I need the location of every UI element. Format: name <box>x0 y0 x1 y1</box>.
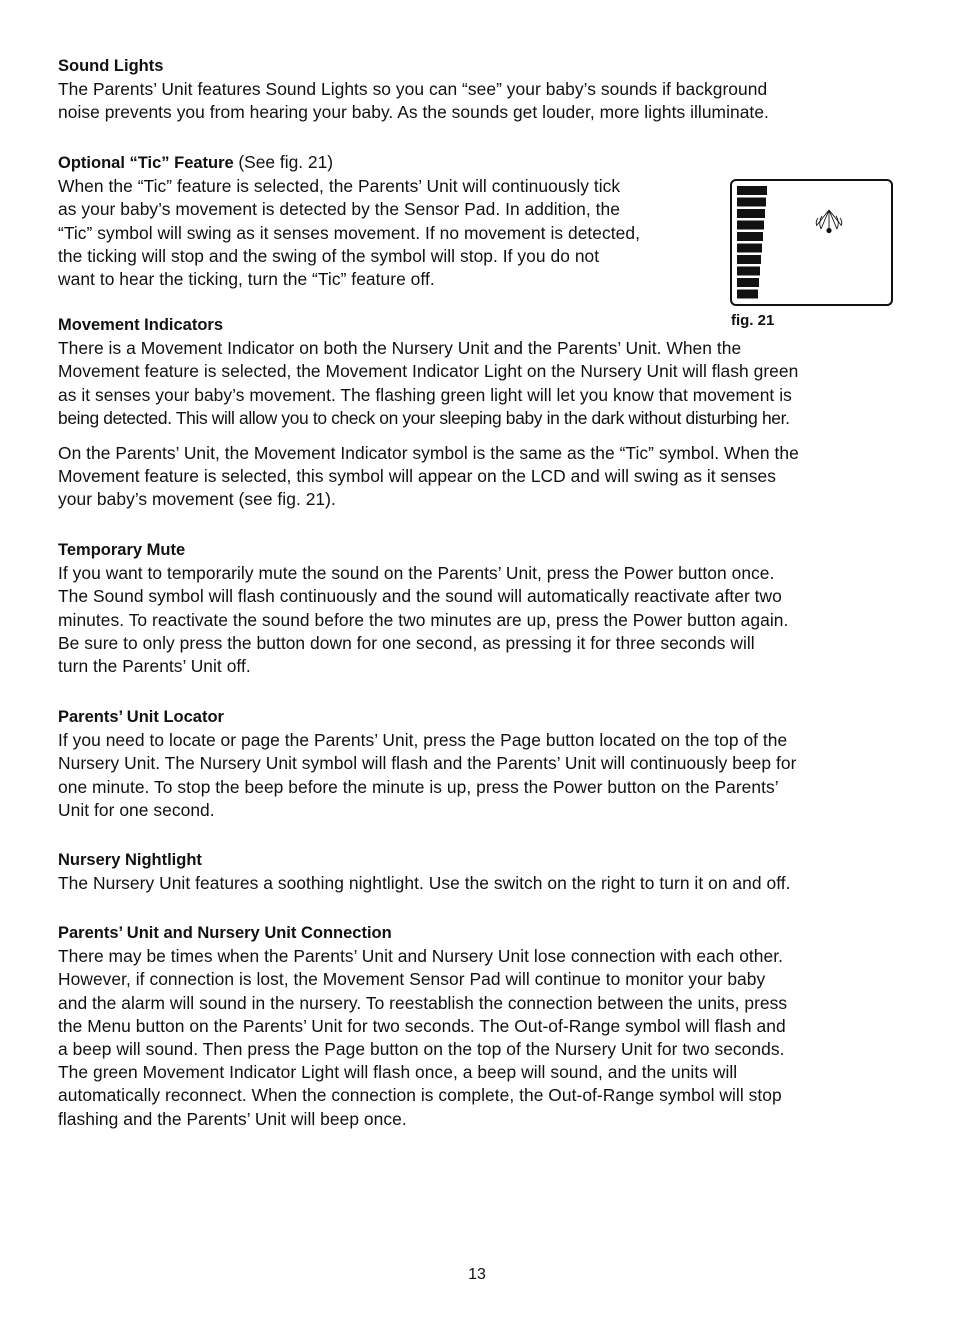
sound-light-bar <box>737 221 764 230</box>
paragraph-line: There is a Movement Indicator on both the Nursery Unit and the Parents’ Unit. When the <box>58 338 742 359</box>
tic-movement-icon <box>816 210 842 233</box>
paragraph-line: There may be times when the Parents’ Unit and Nursery Unit lose connection with each other. <box>58 946 784 967</box>
paragraph-line: If you need to locate or page the Parents’ Unit, press the Page button located on the top of the <box>58 730 788 751</box>
section-heading-title: Optional “Tic” Feature <box>58 154 234 172</box>
paragraph-line: turn the Parents’ Unit off. <box>58 656 251 677</box>
section-nursery-nightlight <box>58 849 896 895</box>
paragraph-line: When the “Tic” feature is selected, the Parents’ Unit will continuously tick <box>58 176 621 197</box>
sound-light-bar <box>737 290 758 299</box>
section-heading: Nursery Nightlight <box>58 851 202 869</box>
paragraph-line: “Tic” symbol will swing as it senses movement. If no movement is detected, <box>58 222 640 243</box>
paragraph-line: being detected. This will allow you to check on your sleeping baby in the dark without disturbing her. <box>58 407 790 428</box>
section-sound-lights <box>58 55 896 125</box>
sound-light-bar <box>737 198 766 207</box>
section-movement-indicators <box>58 314 896 512</box>
paragraph-line: The Sound symbol will flash continuously and the sound will automatically reactivate after two <box>58 586 782 607</box>
sound-light-bar <box>737 278 759 287</box>
paragraph-line: as your baby’s movement is detected by the Sensor Pad. In addition, the <box>58 199 620 220</box>
section-heading-note: (See fig. 21) <box>238 152 334 172</box>
section-paragraph <box>58 442 896 512</box>
section-heading: Movement Indicators <box>58 316 224 334</box>
section-paragraph <box>58 872 896 895</box>
paragraph-line: your baby’s movement (see fig. 21). <box>58 489 336 510</box>
figure-caption: fig. 21 <box>731 312 775 329</box>
paragraph-line: Movement feature is selected, the Movement Indicator Light on the Nursery Unit will flash green <box>58 361 799 382</box>
sound-lights-bars <box>737 186 767 299</box>
paragraph-line: The Parents’ Unit features Sound Lights so you can “see” your baby’s sounds if background <box>58 79 768 100</box>
paragraph-line: and the alarm will sound in the nursery. To reestablish the connection between the units, press <box>58 992 788 1013</box>
sound-light-bar <box>737 244 762 253</box>
paragraph-line: want to hear the ticking, turn the “Tic” feature off. <box>58 269 435 290</box>
section-paragraph <box>58 945 896 1131</box>
section-paragraph <box>58 175 718 291</box>
section-paragraph <box>58 562 896 678</box>
paragraph-line: the ticking will stop and the swing of the symbol will stop. If you do not <box>58 245 600 266</box>
section-temporary-mute <box>58 539 896 678</box>
lcd-figure <box>730 179 893 306</box>
paragraph-line: flashing and the Parents’ Unit will beep once. <box>58 1108 407 1129</box>
paragraph-line: noise prevents you from hearing your baby. As the sounds get louder, more lights illuminate. <box>58 102 769 123</box>
paragraph-line: Unit for one second. <box>58 799 215 820</box>
section-heading: Sound Lights <box>58 57 164 75</box>
sound-light-bar <box>737 186 767 195</box>
sound-light-bar <box>737 267 760 276</box>
paragraph-line: as it senses your baby’s movement. The flashing green light will let you know that movement is <box>58 384 792 405</box>
section-paragraph <box>58 78 896 124</box>
paragraph-line: If you want to temporarily mute the sound on the Parents’ Unit, press the Power button once. <box>58 563 775 584</box>
paragraph-line: the Menu button on the Parents’ Unit for two seconds. The Out-of-Range symbol will flash and <box>58 1015 786 1036</box>
paragraph-line: The Nursery Unit features a soothing nightlight. Use the switch on the right to turn it on and off. <box>58 873 791 894</box>
paragraph-line: Be sure to only press the button down for one second, as pressing it for three seconds will <box>58 632 755 653</box>
paragraph-line: The green Movement Indicator Light will flash once, a beep will sound, and the units will <box>58 1062 738 1083</box>
section-parents-unit-locator <box>58 706 896 822</box>
section-heading: Parents’ Unit and Nursery Unit Connection <box>58 924 392 942</box>
paragraph-line: Movement feature is selected, this symbol will appear on the LCD and will swing as it senses <box>58 466 776 487</box>
paragraph-line: a beep will sound. Then press the Page button on the top of the Nursery Unit for two seconds. <box>58 1039 785 1060</box>
sound-light-bar <box>737 232 763 241</box>
paragraph-line: minutes. To reactivate the sound before the two minutes are up, press the Power button again. <box>58 609 789 630</box>
section-heading: Parents’ Unit Locator <box>58 708 224 726</box>
section-paragraph <box>58 729 896 822</box>
paragraph-line: On the Parents’ Unit, the Movement Indicator symbol is the same as the “Tic” symbol. When the <box>58 443 799 464</box>
section-unit-connection <box>58 922 896 1131</box>
sound-light-bar <box>737 209 765 218</box>
lcd-display <box>732 181 891 304</box>
section-tic-feature <box>58 151 718 291</box>
page-number: 13 <box>468 1266 486 1283</box>
paragraph-line: one minute. To stop the beep before the minute is up, press the Power button on the Parents’ <box>58 776 779 797</box>
section-heading <box>58 151 718 175</box>
section-paragraph <box>58 337 896 430</box>
section-heading: Temporary Mute <box>58 541 186 559</box>
paragraph-line: Nursery Unit. The Nursery Unit symbol will flash and the Parents’ Unit will continuously beep for <box>58 753 797 774</box>
paragraph-line: However, if connection is lost, the Movement Sensor Pad will continue to monitor your baby <box>58 969 766 990</box>
sound-light-bar <box>737 255 761 264</box>
paragraph-line: automatically reconnect. When the connection is complete, the Out-of-Range symbol will stop <box>58 1085 782 1106</box>
